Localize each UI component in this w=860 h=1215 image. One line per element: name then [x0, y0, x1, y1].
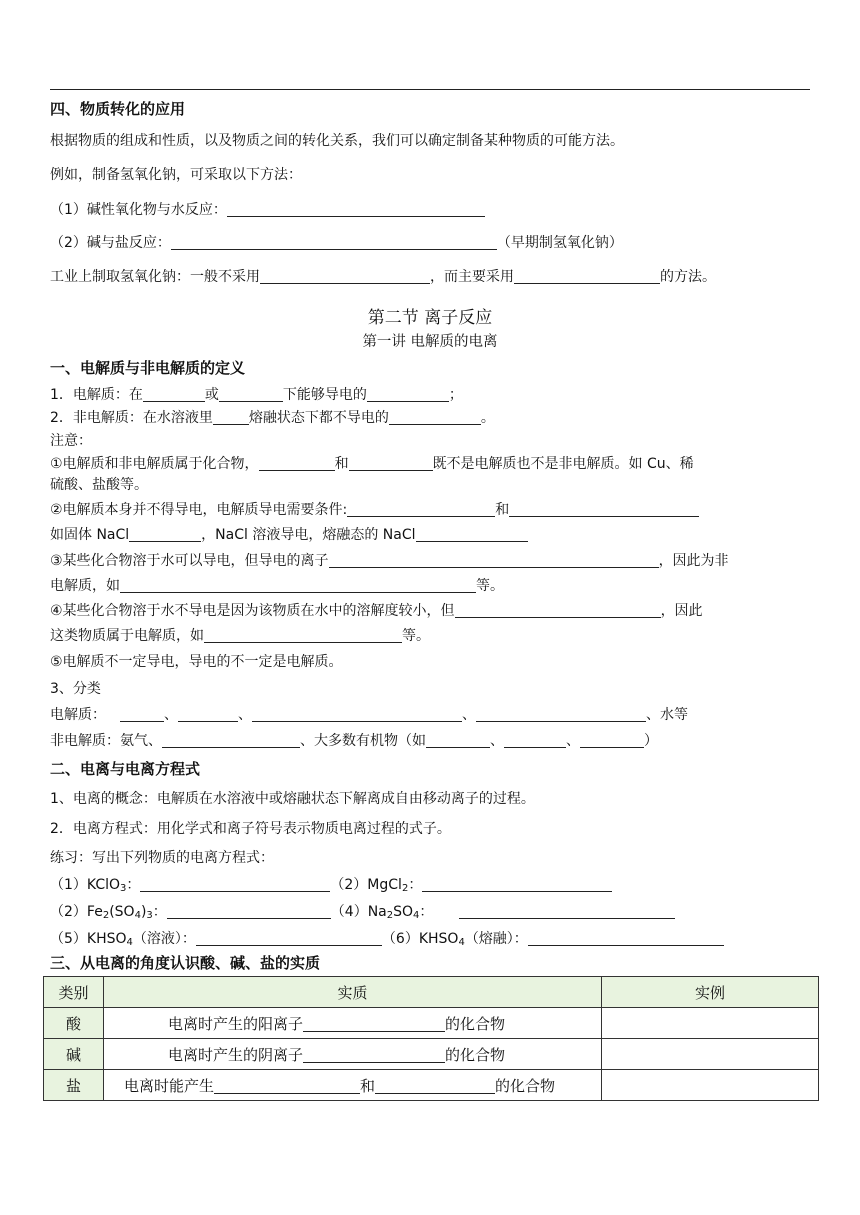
note-1: ①电解质和非电解质属于化合物， 和 既不是电解质也不是非电解质。如 Cu、稀: [50, 456, 694, 472]
salt-example-cell[interactable]: [602, 1070, 819, 1101]
def-2: 2．非电解质：在水溶液里 熔融状态下都不导电的 。: [50, 410, 495, 426]
note-4-cont: 这类物质属于电解质，如 等。: [50, 628, 430, 644]
def-1: 1．电解质：在 或 下能够导电的 ；: [50, 387, 463, 403]
top-rule: [50, 89, 810, 90]
blank-def2-1[interactable]: [213, 408, 249, 425]
ionization-equation-def: 2．电离方程式：用化学式和离子符号表示物质电离过程的式子。: [50, 821, 451, 837]
note-1-cont: 硫酸、盐酸等。: [50, 477, 148, 493]
blank-n2-4[interactable]: [416, 525, 528, 542]
blank-ne-3[interactable]: [504, 731, 566, 748]
blank-n2-2[interactable]: [509, 500, 699, 517]
blank-def1-2[interactable]: [219, 385, 283, 402]
blank-n1-1[interactable]: [259, 454, 335, 471]
note-4: ④某些化合物溶于水不导电是因为该物质在水中的溶解度较小，但 ，因此: [50, 603, 703, 619]
industry-line: 工业上制取氢氧化钠：一般不采用 ，而主要采用 的方法。: [50, 269, 716, 285]
col-header-essence: 实质: [104, 977, 602, 1008]
exercise-row-2: $(2)Fe_2(SO_4)_3$： $(4)Na_2SO_4$：: [50, 902, 675, 922]
section-title: 第二节 离子反应: [367, 308, 493, 328]
s4-intro: 根据物质的组成和性质，以及物质之间的转化关系，我们可以确定制备某种物质的可能方法。: [50, 133, 624, 149]
classify-label: 3、分类: [50, 681, 101, 697]
blank-n1-2[interactable]: [349, 454, 433, 471]
table-row: [44, 1070, 819, 1101]
row-category-salt: 盐: [44, 1070, 104, 1101]
blank-ne-4[interactable]: [580, 731, 644, 748]
acid-base-salt-table: [43, 976, 819, 1101]
blank-method-1[interactable]: [227, 200, 485, 217]
col-header-example: 实例: [602, 977, 819, 1008]
row-category-base: 碱: [44, 1039, 104, 1070]
s4-heading: 四、物质转化的应用: [50, 100, 186, 118]
acid-essence: 电离时产生的阳离子 的化合物: [104, 1008, 602, 1039]
blank-n2-1[interactable]: [347, 500, 495, 517]
lecture-title: 第一讲 电解质的电离: [362, 334, 498, 350]
blank-base[interactable]: [303, 1046, 445, 1063]
table-row: [44, 1039, 819, 1070]
blank-q6[interactable]: [528, 929, 724, 946]
blank-def2-2[interactable]: [389, 408, 481, 425]
blank-acid[interactable]: [303, 1015, 445, 1032]
s1-heading: 一、电解质与非电解质的定义: [50, 359, 246, 377]
blank-e-3[interactable]: [252, 705, 462, 722]
col-header-category: 类别: [44, 977, 104, 1008]
exercise-label: 练习：写出下列物质的电离方程式：: [50, 850, 274, 866]
note-5: ⑤电解质不一定导电，导电的不一定是电解质。: [50, 654, 343, 670]
blank-e-4[interactable]: [476, 705, 646, 722]
blank-def1-3[interactable]: [367, 385, 449, 402]
table-row: [44, 1008, 819, 1039]
method-2: （2）碱与盐反应： （早期制氢氧化钠）: [50, 235, 623, 251]
blank-industry-1[interactable]: [260, 267, 430, 284]
table-header-row: [44, 977, 819, 1008]
blank-e-2[interactable]: [178, 705, 238, 722]
note-2: ②电解质本身并不得导电，电解质导电需要条件: 和: [50, 500, 699, 520]
blank-salt-2[interactable]: [375, 1077, 495, 1094]
blank-n3-2[interactable]: [120, 576, 476, 593]
exercise-row-1: （1）KClO$_3$： （2）MgCl$_2$：: [50, 875, 612, 895]
method-1: （1）碱性氧化物与水反应：: [50, 200, 485, 220]
blank-q1[interactable]: [140, 875, 330, 892]
blank-q3[interactable]: [167, 902, 331, 919]
blank-n2-3[interactable]: [129, 525, 201, 542]
blank-ne-1[interactable]: [162, 731, 300, 748]
blank-n4-1[interactable]: [455, 601, 661, 618]
blank-q5[interactable]: [196, 929, 382, 946]
blank-method-2[interactable]: [171, 233, 497, 250]
ionization-concept: 1、电离的概念：电解质在水溶液中或熔融状态下解离成自由移动离子的过程。: [50, 791, 535, 807]
salt-essence: 电离时能产生 和 的化合物: [104, 1070, 602, 1101]
base-essence: 电离时产生的阴离子 的化合物: [104, 1039, 602, 1070]
blank-salt-1[interactable]: [214, 1077, 360, 1094]
blank-def1-1[interactable]: [143, 385, 205, 402]
blank-n4-2[interactable]: [204, 626, 402, 643]
s4-example: 例如，制备氢氧化钠，可采取以下方法：: [50, 167, 302, 183]
s3-heading: 三、从电离的角度认识酸、碱、盐的实质: [50, 954, 321, 972]
base-example-cell[interactable]: [602, 1039, 819, 1070]
note-3-cont: 电解质，如 等。: [50, 578, 504, 594]
note-3: ③某些化合物溶于水可以导电，但导电的离子 ，因此为非: [50, 553, 729, 569]
row-category-acid: 酸: [44, 1008, 104, 1039]
note-2-cont: 如固体 NaCl ，NaCl 溶液导电，熔融态的 NaCl: [50, 525, 528, 545]
electrolyte-list: 电解质： 、 、 、 、水等: [50, 707, 688, 723]
blank-q4[interactable]: [459, 902, 675, 919]
blank-q2[interactable]: [422, 875, 612, 892]
blank-e-1[interactable]: [120, 705, 164, 722]
blank-n3-1[interactable]: [329, 551, 659, 568]
exercise-row-3: $(5)KHSO_4$（溶液）： $(6)KHSO_4$（熔融）：: [50, 929, 724, 949]
nonelectrolyte-list: 非电解质：氨气、 、大多数有机物（如 、 、 ）: [50, 733, 658, 749]
s2-heading: 二、电离与电离方程式: [50, 760, 201, 778]
note-label: 注意：: [50, 433, 92, 449]
acid-example-cell[interactable]: [602, 1008, 819, 1039]
blank-industry-2[interactable]: [514, 267, 660, 284]
blank-ne-2[interactable]: [426, 731, 490, 748]
